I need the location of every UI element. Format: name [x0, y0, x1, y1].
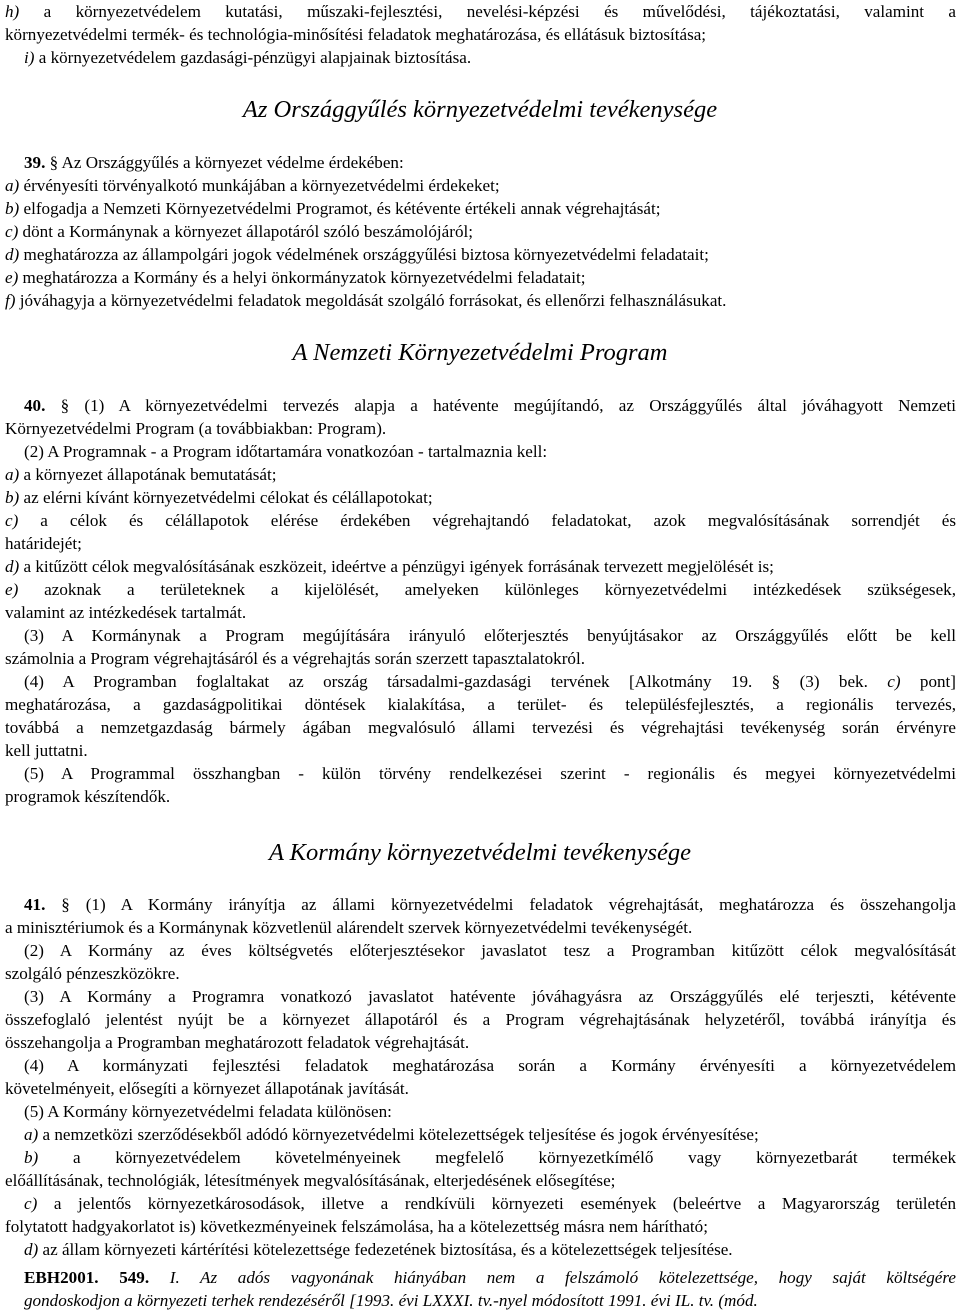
list-marker: e) [5, 580, 19, 599]
para-40-p2-c-line-1 [5, 509, 956, 532]
para-40-p4-line-3: továbbá a nemzetgazdaság bármely ágában megvalósuló állami tervezési és végrehajtási tevékenység során érvényre [5, 718, 956, 737]
list-item-text: azoknak a területeknek a kijelölését, amelyeken különleges környezetvédelmi intézkedések szükségesek, [18, 580, 956, 599]
para-41-p1-line-2: a minisztériumok és a Kormánynak közvetlenül alárendelt szervek környezetvédelmi tevékenységét. [5, 918, 693, 937]
list-marker: a) [24, 1125, 39, 1144]
para-40-p2-a [5, 463, 956, 486]
section-heading-orszaggyules: Az Országgyűlés környezetvédelmi tevékenysége [242, 96, 718, 123]
para-39-item-b [5, 197, 956, 220]
para-41-p4-line-2: követelményeit, elősegíti a környezet állapotának javítását. [5, 1079, 409, 1098]
para-40-p1-line-1 [5, 394, 956, 417]
list-item-text: a nemzetközi szerződésekből adódó környezetvédelmi kötelezettségek teljesítése és jogok érvényesítése; [38, 1125, 759, 1144]
para-40-p5-line-2: programok készítendők. [5, 787, 171, 806]
para-number: 40. [24, 396, 46, 415]
intro-i-text: a környezetvédelem gazdasági-pénzügyi alapjainak biztosítása. [34, 48, 472, 67]
list-item-text: a környezetvédelem követelményeinek megfelelő környezetkímélő vagy környezetbarát termékek [38, 1148, 956, 1167]
para-39-intro-text: § Az Országgyűlés a környezet védelme érdekében: [45, 153, 404, 172]
section-heading-kormany: A Kormány környezetvédelmi tevékenysége [269, 839, 691, 866]
court-decision-line-1 [5, 1266, 956, 1289]
list-marker: e) [5, 268, 19, 287]
para-41-p2-line-1: (2) A Kormány az éves költségvetés előterjesztésekor javaslatot tesz a Programban kitűzött célok megvalósítását [24, 941, 956, 960]
para-40-p2-e-line-1 [5, 578, 956, 601]
para-41-p3-line-2: összefoglaló jelentést nyújt be a környezet állapotáról és a Program végrehajtásának helyzetéről, továbbá irányítja és [5, 1010, 956, 1029]
list-item-text: a környezet állapotának bemutatását; [19, 465, 277, 484]
para-40-p4-line-4: kell juttatni. [5, 741, 88, 760]
list-marker: a) [5, 176, 20, 195]
intro-h-text-2: környezetvédelmi termék- és technológia-minősítési feladatok meghatározása, és ellátásuk biztosítása; [5, 25, 707, 44]
para-text: (4) A Programban foglaltakat az ország társadalmi-gazdasági tervének [Alkotmány 19. § (3) bek. [24, 672, 888, 691]
list-marker: i) [24, 48, 35, 67]
para-39-item-c [5, 220, 956, 243]
para-number: 41. [24, 895, 46, 914]
intro-h-line-1 [5, 0, 956, 23]
list-marker: c) [5, 511, 19, 530]
court-decision-text: I. Az adós vagyonának hiányában nem a felszámoló kötelezettsége, hogy saját költségére [149, 1268, 956, 1287]
para-41-p3-line-3: összehangolja a Programban meghatározott feladatok végrehajtását. [5, 1033, 470, 1052]
para-41-p3-line-1: (3) A Kormány a Programra vonatkozó javaslatot hatévente jóváhagyásra az Országgyűlés elé terjeszti, kétévente [24, 987, 956, 1006]
para-41-p5-b-line-1 [5, 1146, 956, 1169]
para-41-p5-d [5, 1238, 956, 1261]
para-41-p5-c-line-2: folytatott hadgyakorlatot is) következményeinek felszámolása, ha a kötelezettség másra nem hárítható; [5, 1217, 708, 1236]
section-heading-nemzeti-program: A Nemzeti Környezetvédelmi Program [292, 339, 668, 366]
para-39-item-e [5, 266, 956, 289]
para-text: § (1) A Kormány irányítja az állami környezetvédelmi feladatok végrehajtását, meghatározza és összehangolja [45, 895, 956, 914]
para-number: 39. [24, 153, 46, 172]
para-40-p2-c-line-2: határidejét; [5, 534, 82, 553]
para-40-p2-d [5, 555, 956, 578]
list-marker: d) [5, 245, 20, 264]
para-text: pont] [900, 672, 956, 691]
list-item-text: a jelentős környezetkárosodások, illetve a rendkívüli környezeti események (beleértve a Magyarország területén [37, 1194, 956, 1213]
para-39-item-f [5, 289, 956, 312]
list-marker: f) [5, 291, 16, 310]
court-decision-line-2 [5, 1289, 956, 1312]
para-41-p5-c-line-1 [5, 1192, 956, 1215]
list-item-text: az állam környezeti kártérítési kötelezettsége fedezetének biztosítása, és a kötelezettségek teljesítése. [38, 1240, 733, 1259]
intro-h-line-2 [5, 23, 956, 46]
list-item-text: meghatározza az állampolgári jogok védelmének országgyűlési biztosa környezetvédelmi feladatait; [19, 245, 709, 264]
para-40-p2-e-line-2: valamint az intézkedések tartalmát. [5, 603, 247, 622]
list-marker: d) [5, 557, 20, 576]
para-41-p5-intro: (5) A Kormány környezetvédelmi feladata különösen: [24, 1102, 392, 1121]
para-40-p2-b [5, 486, 956, 509]
para-40-p1-line-2: Környezetvédelmi Program (a továbbiakban: Program). [5, 419, 387, 438]
list-item-text: a kitűzött célok megvalósításának eszközeit, ideértve a pénzügyi igények forrásának tervezett megjelölését is; [19, 557, 774, 576]
para-40-p2-intro: (2) A Programnak - a Program időtartamára vonatkozóan - tartalmaznia kell: [24, 442, 548, 461]
para-41-p4-line-1: (4) A kormányzati fejlesztési feladatok meghatározása során a Kormány érvényesíti a környezetvédelem [24, 1056, 956, 1075]
para-text: § (1) A környezetvédelmi tervezés alapja a hatévente megújítandó, az Országgyűlés által jóváhagyott Nemzeti [45, 396, 956, 415]
para-39-item-a [5, 174, 956, 197]
para-40-p5-line-1: (5) A Programmal összhangban - külön törvény rendelkezései szerint - regionális és megyei környezetvédelmi [24, 764, 956, 783]
list-marker: c) [887, 672, 901, 691]
list-item-text: meghatározza a Kormány és a helyi önkormányzatok környezetvédelmi feladatait; [18, 268, 586, 287]
list-marker: h) [5, 2, 20, 21]
para-40-p3-line-2: számolnia a Program végrehajtásáról és a végrehajtás során szerzett tapasztalatokról. [5, 649, 585, 668]
para-40-p3-line-1: (3) A Kormánynak a Program megújítására irányuló előterjesztés benyújtásakor az Országgyűlés előtt be kell [24, 626, 956, 645]
para-39-intro [5, 151, 956, 174]
para-40-p4-line-1 [5, 670, 956, 693]
list-item-text: a célok és célállapotok elérése érdekében végrehajtandó feladatokat, azok megvalósításának sorrendjét és [18, 511, 956, 530]
list-marker: d) [24, 1240, 39, 1259]
intro-i-line [5, 46, 956, 69]
list-marker: b) [5, 199, 20, 218]
list-item-text: elfogadja a Nemzeti Környezetvédelmi Programot, és kétévente értékeli annak végrehajtását; [19, 199, 661, 218]
para-39-item-d [5, 243, 956, 266]
para-41-p5-b-line-2: előállításának, technológiák, létesítmények megvalósításának, elterjedésének elősegítése; [5, 1171, 616, 1190]
para-41-p2-line-2: szolgáló pénzeszközökre. [5, 964, 180, 983]
list-marker: a) [5, 465, 20, 484]
para-41-p5-a [5, 1123, 956, 1146]
para-40-p4-line-2: meghatározása, a gazdaságpolitikai döntések kialakítása, a terület- és településfejlesztés, a regionális tervezés, [5, 695, 956, 714]
list-item-text: érvényesíti törvényalkotó munkájában a környezetvédelmi érdekeket; [19, 176, 500, 195]
list-marker: c) [5, 222, 19, 241]
court-decision-text-2: gondoskodjon a környezeti terhek rendezéséről [1993. évi LXXXI. tv.-nyel módosított 1991. évi IL. tv. (mód. [24, 1291, 758, 1310]
court-decision-ref: EBH2001. 549. [24, 1268, 150, 1287]
list-marker: c) [24, 1194, 38, 1213]
list-marker: b) [24, 1148, 39, 1167]
list-item-text: jóváhagyja a környezetvédelmi feladatok megoldását szolgáló forrásokat, és ellenőrzi felhasználásukat. [15, 291, 727, 310]
para-41-p1-line-1 [5, 893, 956, 916]
intro-h-text: a környezetvédelem kutatási, műszaki-fejlesztési, nevelési-képzési és művelődési, tájékoztatási, valamint a [19, 2, 956, 21]
list-item-text: az elérni kívánt környezetvédelmi célokat és célállapotokat; [19, 488, 433, 507]
list-marker: b) [5, 488, 20, 507]
list-item-text: dönt a Kormánynak a környezet állapotáról szóló beszámolójáról; [18, 222, 474, 241]
